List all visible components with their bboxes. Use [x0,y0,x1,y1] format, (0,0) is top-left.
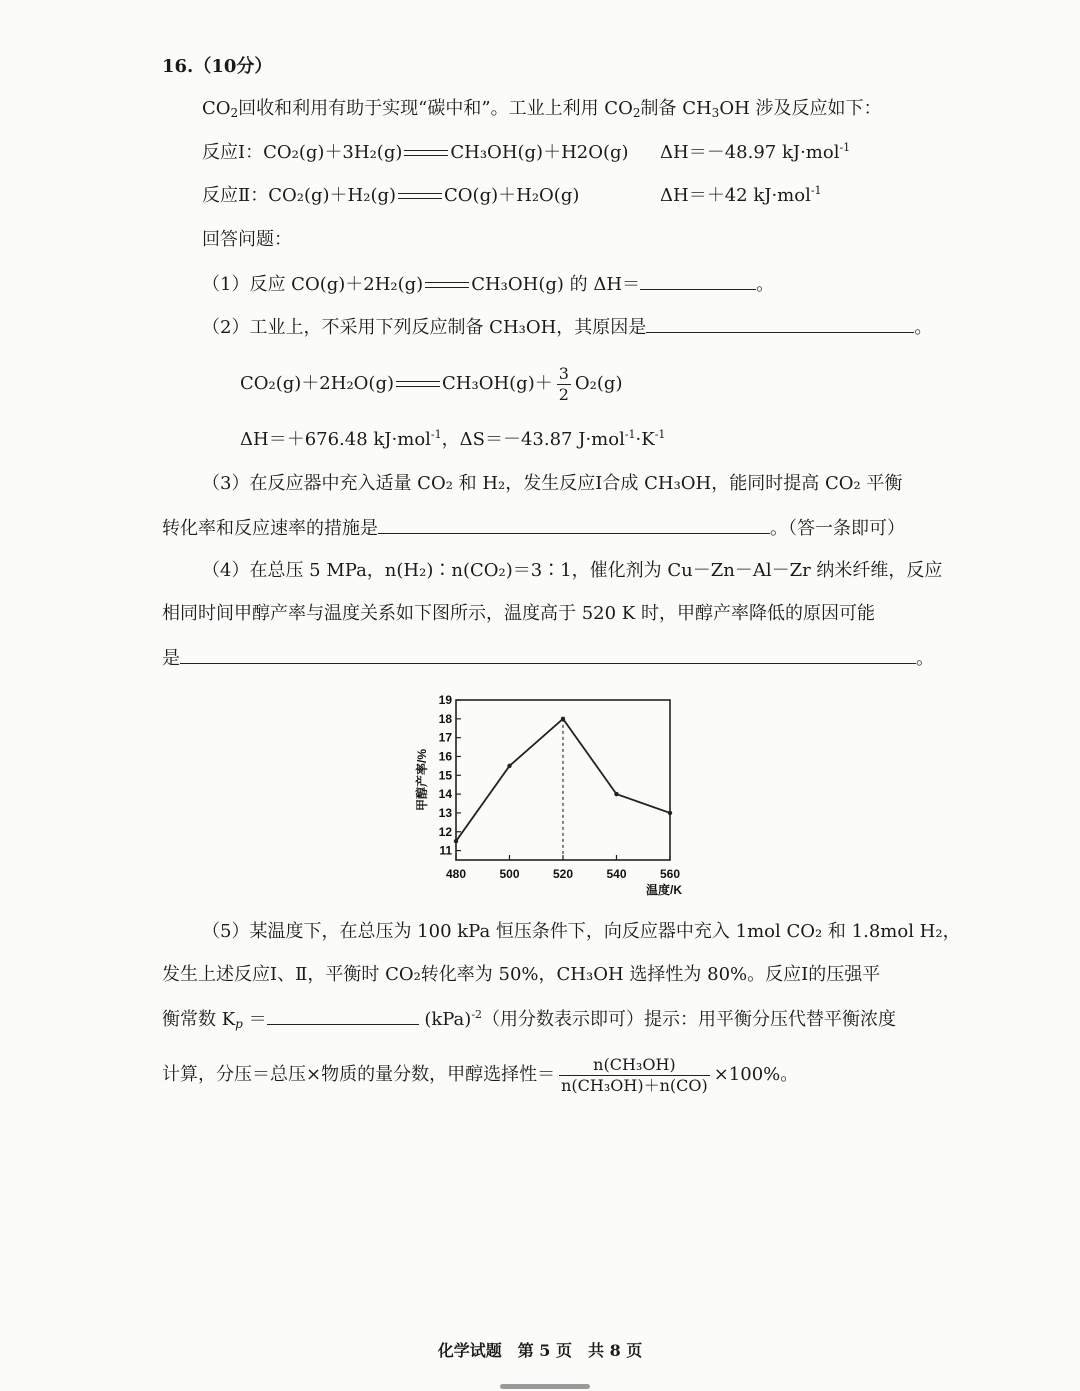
data-point [668,811,672,815]
equilibrium-arrow-icon [396,377,440,391]
y-axis-label: 甲醇产率/% [415,748,429,812]
question-5-line-4: 计算，分压＝总压×物质的量分数，甲醇选择性＝ $\frac{\text{n(CH₃OH)}}{\text{n(CH₃OH)＋n(CO)}}$ ×100%。 [162,1054,799,1095]
y-tick-label: 18 [438,711,452,726]
answer-blank-2[interactable] [646,314,914,333]
data-point [507,764,511,768]
x-tick-label: 560 [659,867,681,881]
answer-blank-5[interactable] [267,1006,419,1025]
scroll-handle[interactable] [500,1384,590,1389]
page-footer: 化学试题 第 5 页 共 8 页 [437,1341,643,1360]
question-4-line-1: （4）在总压 5 MPa，n(H₂)∶n(CO₂)＝3∶1，催化剂为 Cu－Zn－Al－Zr 纳米纤维，反应 [202,560,943,581]
methanol-yield-chart [400,688,720,900]
x-tick-label: 520 [552,867,574,881]
x-tick-label: 480 [445,867,467,881]
selectivity-fraction: $\frac{\text{n(CH₃OH)}}{\text{n(CH₃OH)＋n(CO)}}$ [561,1054,708,1095]
question-2: （2）工业上，不采用下列反应制备 CH₃OH，其原因是 。 [202,314,932,340]
question-2-thermo: ΔH＝＋676.48 kJ·mol$^{-1}$，ΔS＝－43.87 $J\cdot mol^{-1}\cdot K^{-1}$ [240,428,666,450]
answer-prompt: 回答问题： [202,229,292,250]
x-tick-label: 500 [499,867,520,881]
y-tick-label: 15 [438,768,452,783]
question-3-line-1: （3）在反应器中充入适量 CO₂ 和 H₂，发生反应Ⅰ合成 CH₃OH，能同时提高 CO₂ 平衡 [202,473,903,494]
y-tick-label: 17 [438,730,452,745]
y-tick-label: 19 [438,693,452,707]
equilibrium-arrow-icon [404,146,448,160]
reaction-2-enthalpy: ΔH＝＋42 kJ·mol$^{-1}$ [660,184,822,206]
answer-blank-4[interactable] [180,645,916,664]
data-point [561,717,565,721]
question-5-line-3: 衡常数 $K_p = (kPa)^{-2}$（用分数表示即可）提示：用平衡分压代替平衡浓度 [162,1008,897,1031]
x-axis-label: 温度/K [645,883,683,897]
reaction-2: 反应Ⅱ：CO₂(g)＋H₂(g) CO(g)＋H₂O(g) [202,185,580,206]
data-point [614,792,618,796]
data-point [454,839,458,843]
question-3-line-2: 转化率和反应速率的措施是 。（答一条即可） [162,515,905,541]
y-tick-label: 14 [438,787,452,802]
y-tick-label: 11 [439,843,452,858]
question-4-line-3: 是 。 [162,645,934,671]
question-1: （1）反应 CO(g)＋2H₂(g) CH₃OH(g) 的 ΔH＝ 。 [202,271,774,297]
question-5-line-1: （5）某温度下，在总压为 100 kPa 恒压条件下，向反应器中充入 1mol CO₂ 和 1.8mol H₂， [202,921,961,942]
fraction: $\frac{3}{2}$ [558,363,569,404]
equilibrium-arrow-icon [425,278,469,292]
answer-blank-1[interactable] [640,271,756,290]
answer-blank-3[interactable] [378,515,770,534]
reaction-1: 反应Ⅰ：CO₂(g)＋3H₂(g) CH₃OH(g)＋H2O(g) [202,142,629,163]
intro-text: $CO_2$回收和利用有助于实现“碳中和”。工业上利用 $CO_2$制备 $CH_3OH$ 涉及反应如下： [202,98,882,120]
y-tick-label: 12 [438,824,452,839]
equilibrium-arrow-icon [398,189,442,203]
question-4-line-2: 相同时间甲醇产率与温度关系如下图所示，温度高于 520 K 时，甲醇产率降低的原因可能 [162,603,875,624]
question-number: 16.（10分） [162,56,273,77]
question-2-equation: CO₂(g)＋2H₂O(g) CH₃OH(g)＋ $\frac{3}{2}$ O₂(g) [240,363,623,404]
y-tick-label: 13 [438,805,452,820]
reaction-1-enthalpy: ΔH＝－48.97 kJ·mol$^{-1}$ [660,141,851,163]
x-tick-label: 540 [606,867,627,881]
question-5-line-2: 发生上述反应Ⅰ、Ⅱ，平衡时 CO₂转化率为 50%，CH₃OH 选择性为 80%。反应Ⅰ的压强平 [162,964,881,985]
y-tick-label: 16 [438,749,452,764]
